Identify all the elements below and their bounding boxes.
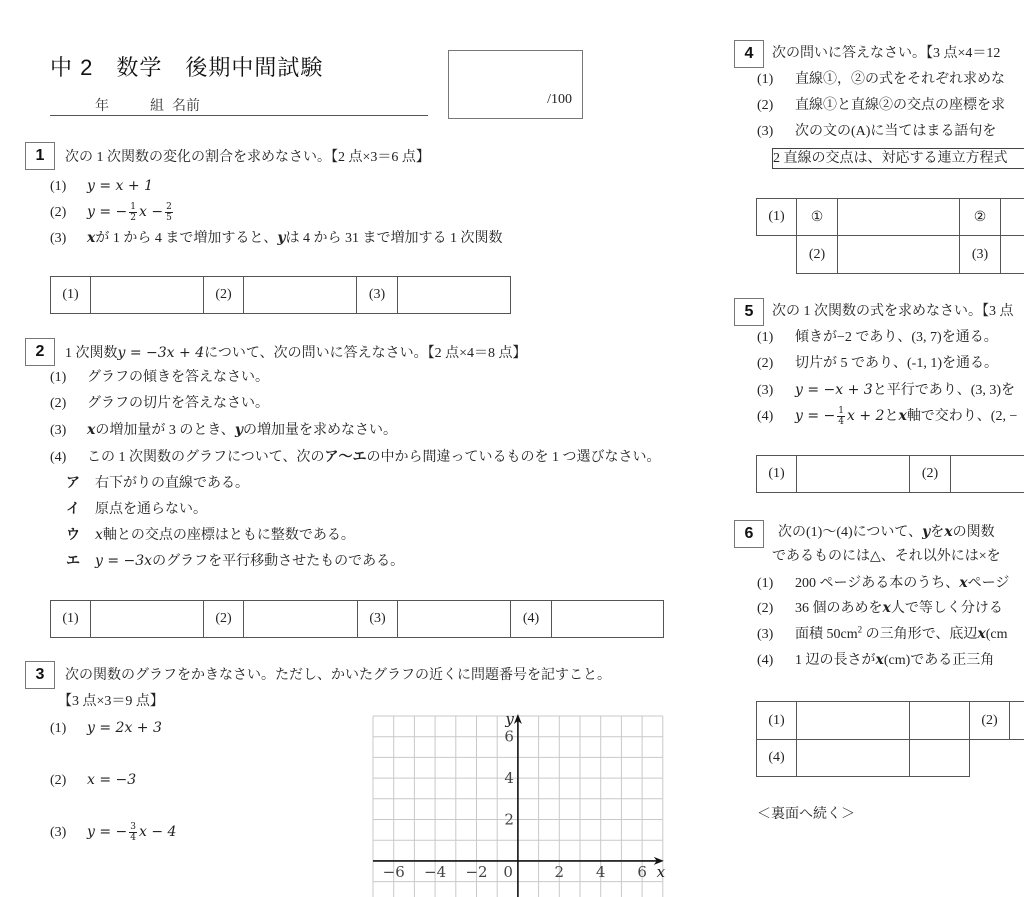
answer-label-cell: (1) [50,600,91,638]
choice-text: のグラフを平行移動させたものである。 [152,554,405,569]
item-text: と平行であり、(3, 3)を [872,383,1016,398]
item-label: (4) [50,450,67,465]
q2-item-4 [50,446,660,466]
prompt-text: を [930,525,945,540]
item-label: (1) [50,179,67,194]
item-label: (1) [50,721,67,736]
item-text: の中から間違っているものを 1 つ選びなさい。 [366,450,661,465]
question-number-6: 6 [734,520,764,548]
q2-choice-u [66,524,355,544]
q5-prompt: 次の 1 次関数の式を求めなさい。【3 点 [772,304,1014,319]
q3-item-3 [50,820,176,844]
fraction-numerator: 1 [130,202,137,213]
item-label: (4) [757,409,774,424]
item-text: 切片が 5 であり、(-1, 1)を通る。 [795,356,998,371]
answer-label-cell: (4) [510,600,552,638]
q3-item-2 [50,770,136,790]
variable: x [87,230,96,246]
prompt-text: について、次の問いに答えなさい。【2 点×4＝8 点】 [204,346,527,361]
choice-range: ア～エ [324,448,367,464]
answer-cell [243,600,358,638]
fraction-denominator: 2 [130,213,137,224]
q1-item-3 [50,228,503,248]
prompt-text: 1 次関数 [65,346,118,361]
answer-label-cell: (2) [969,701,1010,740]
q3-item-1 [50,718,162,738]
q2-item-3 [50,420,397,440]
variable: x [977,626,986,642]
item-text: グラフの切片を答えなさい。 [87,396,269,411]
class-label: 組 [150,99,164,114]
math-expression: y = x + 1 [87,178,153,194]
answer-cell [909,739,970,777]
q5-item-1 [757,328,1024,348]
q2-item-2 [50,394,269,414]
superscript: 2 [857,624,863,635]
math-expression: y = −3x + 4 [117,345,205,361]
variable: x [882,600,891,616]
item-label: (3) [50,825,67,840]
q1-prompt: 次の 1 次関数の変化の割合を求めなさい。【2 点×3＝6 点】 [65,150,430,165]
answer-label-cell: (3) [356,276,398,314]
item-text: 200 ページある本のうち、 [795,576,960,591]
answer-cell [90,276,204,314]
q5-item-2 [757,354,1024,374]
answer-cell [796,701,910,740]
fraction-denominator: 5 [166,213,172,224]
x-tick-label: −2 [465,862,488,881]
q6-item-2 [757,598,1024,618]
math-expression: x + 2 [847,408,885,424]
answer-cell [950,455,1024,493]
fraction [129,822,137,843]
variable: x [875,652,884,668]
fraction-denominator: 4 [838,417,845,428]
item-text: 直線①，②の式をそれぞれ求めな [795,72,1005,87]
item-label: (2) [50,396,67,411]
y-tick-label: 6 [504,727,514,746]
q4-item-1 [757,70,1024,90]
item-text: (cm [985,627,1008,642]
question-number-2: 2 [25,338,55,366]
q2-prompt [65,343,526,363]
answer-cell [90,600,204,638]
answer-cell [1000,235,1024,274]
choice-letter: イ [66,500,80,516]
item-label: (3) [50,231,67,246]
q5-item-4 [757,404,1024,428]
item-label: (1) [757,330,774,345]
item-label: (1) [50,370,67,385]
item-label: (1) [757,576,774,591]
fraction [165,202,173,223]
answer-cell [796,739,910,777]
variable: x [898,408,907,424]
answer-label-cell: ② [959,198,1001,236]
right-column [730,0,1024,897]
choice-text: 右下がりの直線である。 [95,476,249,491]
item-label: (3) [757,627,774,642]
answer-label-cell: (1) [756,455,797,493]
math-expression: x = −3 [87,772,137,788]
x-tick-label: 6 [637,862,647,881]
year-label: 年 [95,99,109,114]
item-label: (2) [50,205,67,220]
origin-label: 0 [503,862,513,881]
item-label: (3) [757,124,774,139]
x-axis-label: x [656,862,666,881]
q6-prompt-line-2: であるものには△、それ以外には×を [772,549,1001,564]
choice-letter: ウ [66,526,80,542]
item-label: (3) [757,383,774,398]
prompt-text: の関数 [952,525,995,540]
answer-cell [551,600,664,638]
y-tick-label: 2 [504,810,514,829]
item-text: が 1 から 4 まで増加すると、 [95,231,278,246]
item-label: (4) [757,653,774,668]
answer-cell [909,701,970,740]
answer-label-cell: (1) [756,701,797,740]
item-text: と [884,409,899,424]
item-text: 人で等しく分ける [890,601,1003,616]
math-expression: y = − [795,408,836,424]
name-label: 名前 [172,99,200,114]
item-text: 面積 50cm [795,627,858,642]
choice-text: 原点を通らない。 [95,502,207,517]
fraction-numerator: 1 [838,406,845,417]
question-number-3: 3 [25,661,55,689]
score-total: /100 [547,92,572,107]
item-text: の増加量を求めなさい。 [242,423,397,438]
q4-item-3 [757,122,1024,142]
y-tick-label: 4 [504,769,514,788]
prompt-text: 次の(1)～(4)について、 [778,525,923,540]
q2-choice-e [66,550,404,570]
x-tick-label: −6 [382,862,405,881]
item-text: この 1 次関数のグラフについて、次の [87,450,325,465]
q6-item-1 [757,573,1024,593]
math-expression: x − [139,204,164,220]
math-expression: y = −x + 3 [795,382,873,398]
item-text: 次の文の(A)に当てはまる語句を [795,124,997,139]
item-label: (2) [757,356,774,371]
x-tick-label: 4 [595,862,606,881]
choice-letter: エ [66,552,80,568]
answer-label-cell: (2) [796,235,838,274]
variable: x [959,575,968,591]
fraction-numerator: 2 [166,202,172,213]
answer-cell [837,198,960,236]
fraction [129,202,137,223]
q2-choice-a [66,472,249,492]
item-text: は 4 から 31 まで増加する 1 次関数 [285,231,503,246]
item-label: (3) [50,423,67,438]
continued-on-back-note: ＜裏面へ続く＞ [757,807,855,822]
q4-prompt: 次の問いに答えなさい。【3 点×4＝12 [772,46,1001,61]
item-text: 軸で交わり、(2, − [906,409,1018,424]
item-text: 1 辺の長さが [795,653,876,668]
item-text: 36 個のあめを [795,601,883,616]
q2-item-1 [50,368,269,388]
choice-letter: ア [66,474,80,490]
item-text: 傾きが−2 であり、(3, 7)を通る。 [795,330,998,345]
q6-prompt [778,522,1024,542]
name-underline [50,115,428,116]
item-text: グラフの傾きを答えなさい。 [87,370,269,385]
answer-cell [1009,701,1024,740]
answer-label-cell: (1) [50,276,91,314]
answer-label-cell: (1) [756,198,797,236]
math-expression: x − 4 [139,824,177,840]
item-label: (2) [50,773,67,788]
answer-label-cell: (2) [909,455,951,493]
answer-label-cell: (3) [357,600,398,638]
variable: x [87,422,96,438]
q6-item-4 [757,650,1024,670]
q4-boxed-sentence: 2 直線の交点は、対応する連立方程式 [772,148,1024,169]
item-text: 直線①と直線②の交点の座標を求 [795,98,1005,113]
item-text: ページ [967,576,1010,591]
item-label: (2) [757,98,774,113]
item-label: (2) [757,601,774,616]
question-number-5: 5 [734,298,764,326]
q1-item-2 [50,200,175,224]
answer-cell [397,600,511,638]
coordinate-grid [360,700,680,897]
item-label: (1) [757,72,774,87]
y-axis-label: y [505,710,514,728]
q3-points: 【3 点×3＝9 点】 [58,694,164,709]
choice-text: 軸との交点の座標はともに整数である。 [102,528,355,543]
question-number-4: 4 [734,40,764,68]
math-expression: y = − [87,204,128,220]
answer-label-cell: (2) [203,276,244,314]
answer-cell [1000,198,1024,236]
fraction-numerator: 3 [130,822,137,833]
question-number-1: 1 [25,142,55,170]
variable: x [95,527,103,543]
math-expression: y = −3x [95,553,153,569]
exam-title: 中 2 数学 後期中間試験 [50,55,324,80]
q5-item-3 [757,380,1024,400]
q3-prompt: 次の関数のグラフをかきなさい。ただし、かいたグラフの近くに問題番号を記すこと。 [65,668,611,683]
answer-cell [397,276,511,314]
fraction-denominator: 4 [130,833,137,844]
item-text: の増加量が 3 のとき、 [95,423,235,438]
answer-cell [796,455,910,493]
answer-label-cell: (3) [959,235,1001,274]
q4-item-2 [757,96,1024,116]
q1-item-1 [50,176,153,196]
x-tick-label: −4 [424,862,447,881]
q6-item-3 [757,624,1024,644]
x-tick-label: 2 [554,862,565,881]
score-box [448,50,583,119]
answer-label-cell: (4) [756,739,797,777]
variable: y [277,230,286,246]
answer-label-cell: (2) [203,600,244,638]
variable: x [944,524,953,540]
variable: y [234,422,243,438]
variable: y [922,524,931,540]
item-text: (cm)である正三角 [883,653,995,668]
item-text: の三角形で、底辺 [862,627,978,642]
math-expression: y = 2x + 3 [87,720,162,736]
answer-cell [837,235,960,274]
answer-label-cell: ① [796,198,838,236]
q2-choice-i [66,498,207,518]
fraction [837,406,845,427]
math-expression: y = − [87,824,128,840]
answer-cell [243,276,357,314]
